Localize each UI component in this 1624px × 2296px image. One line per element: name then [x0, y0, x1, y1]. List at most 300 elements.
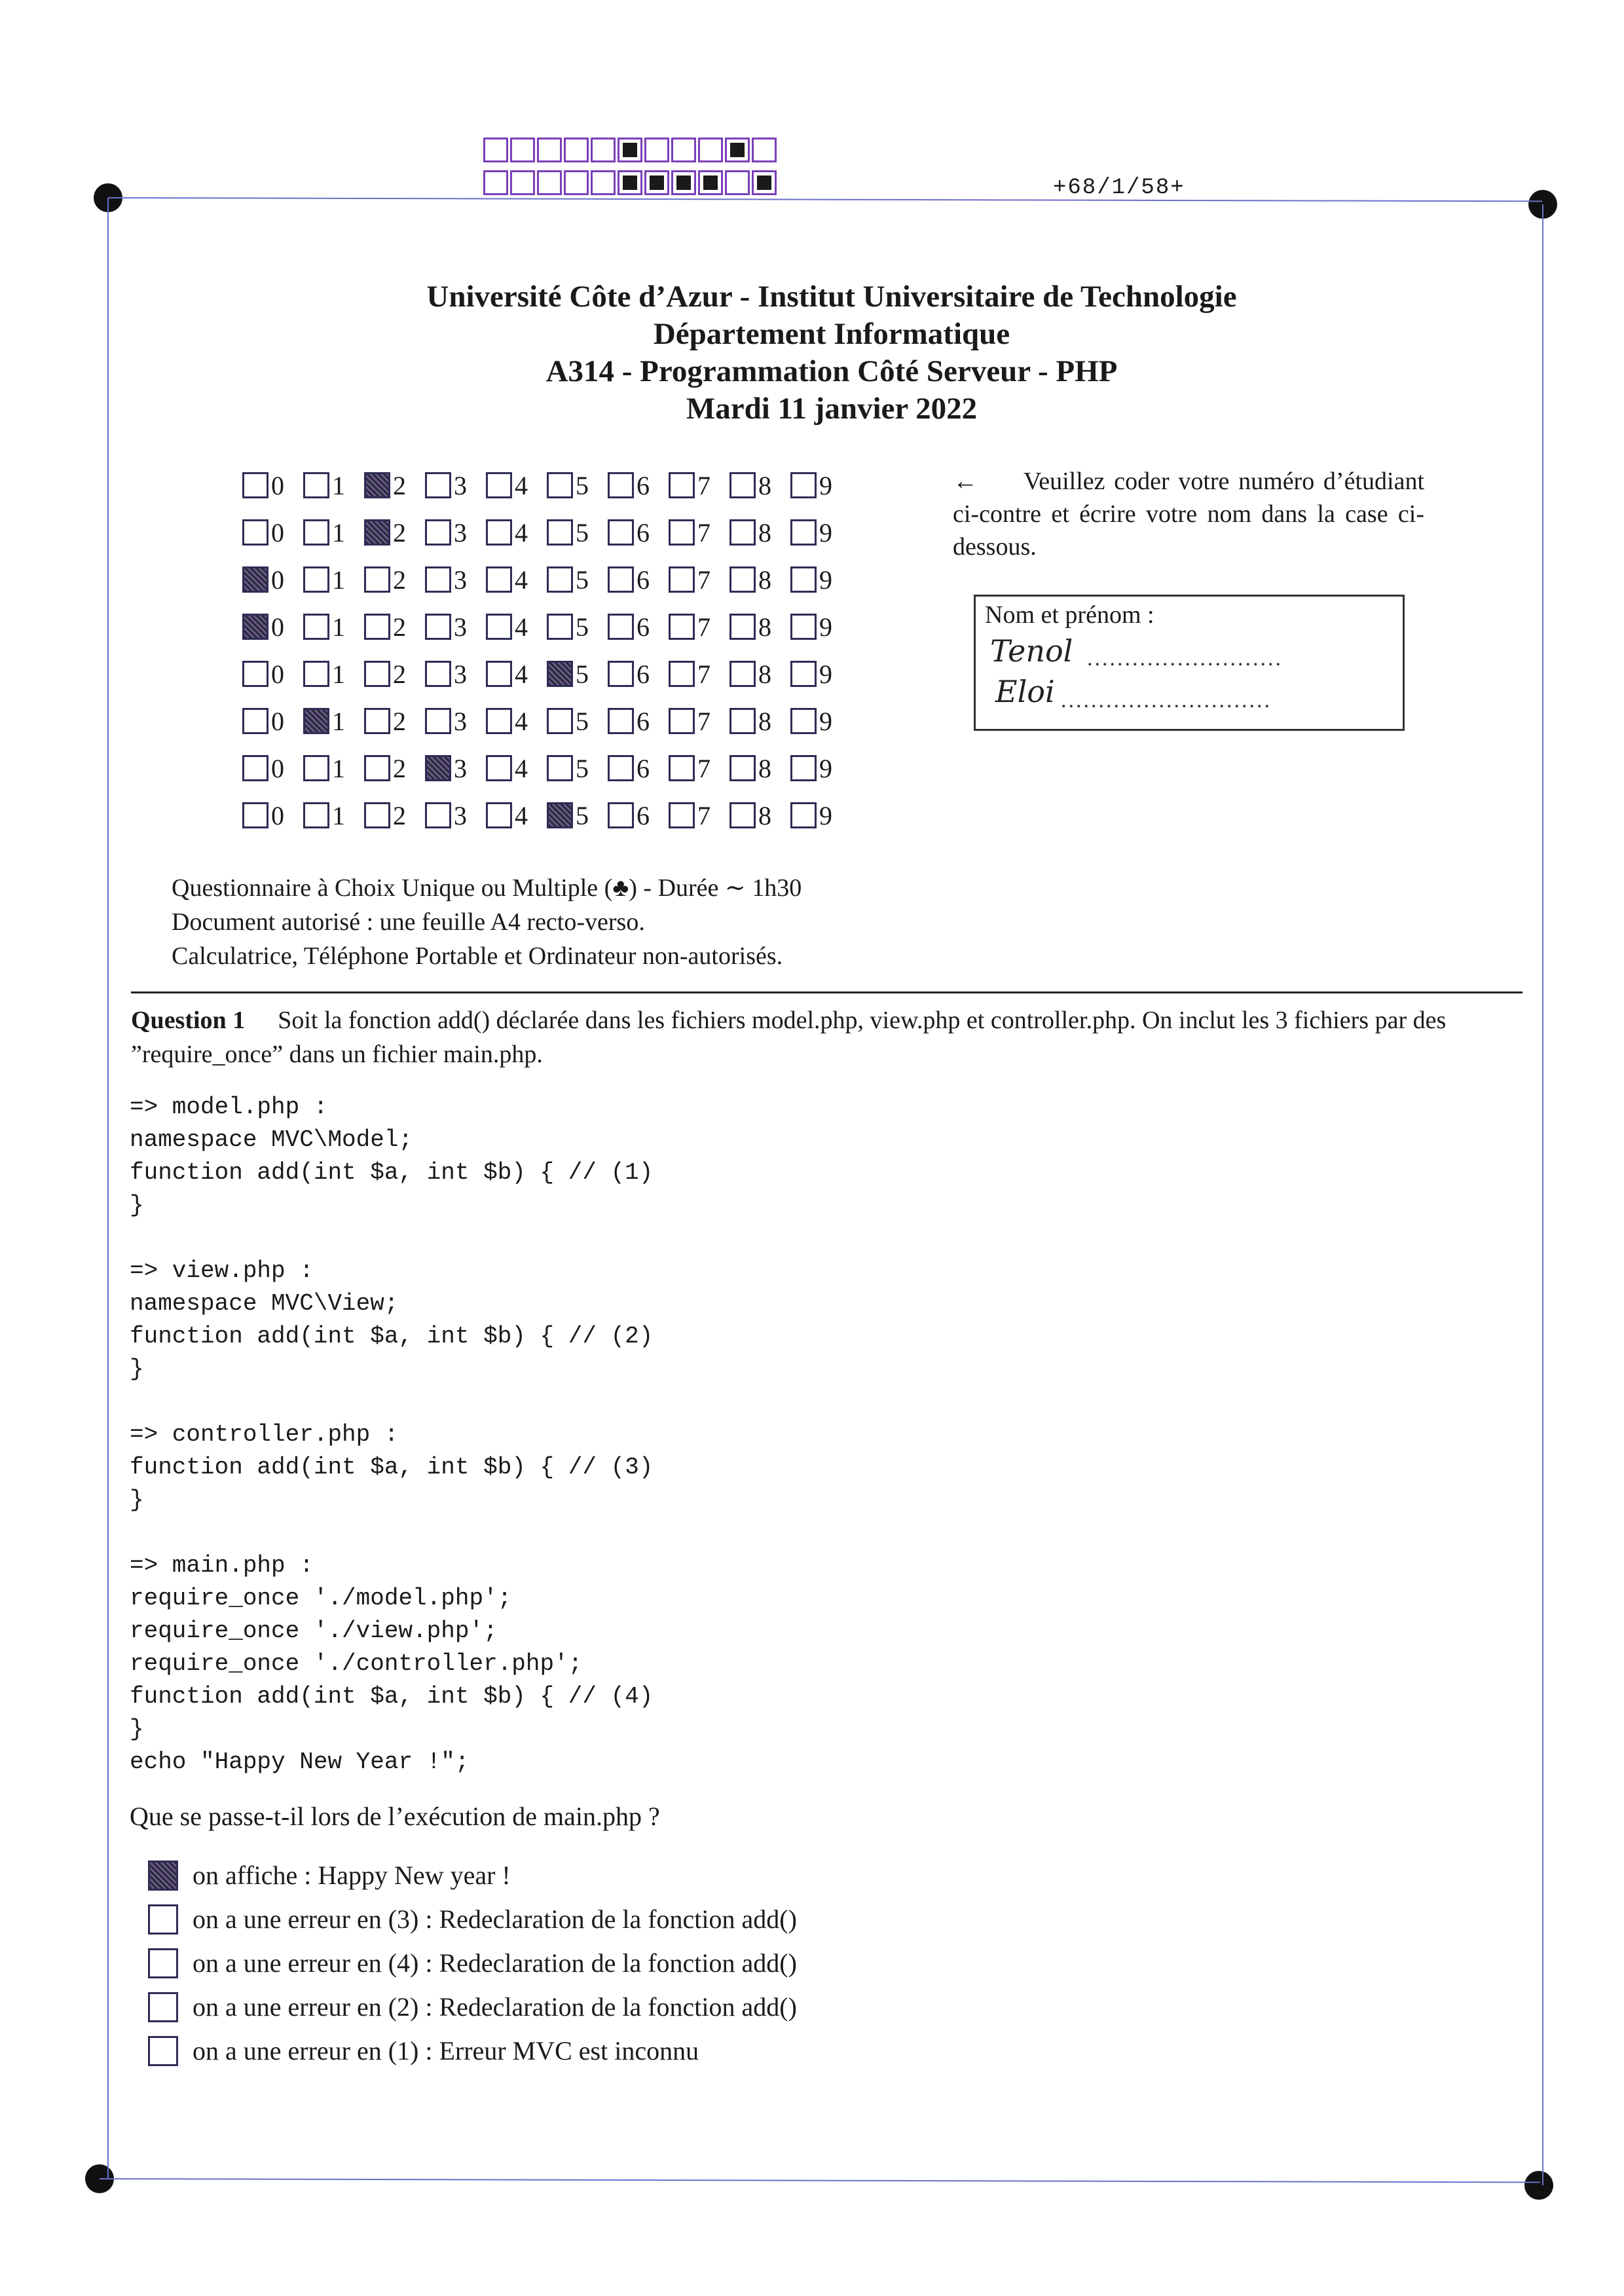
student-number-row: [242, 792, 851, 839]
digit-checkbox[interactable]: [486, 802, 512, 828]
digit-label: 6: [637, 517, 650, 547]
university-title: Université Côte d’Azur - Institut Universitaire de Technologie: [426, 280, 1237, 314]
digit-option[interactable]: [790, 517, 851, 548]
digit-option[interactable]: [547, 800, 608, 831]
sheet-code-row-2: [483, 170, 779, 195]
code-bit-box: [537, 138, 562, 162]
digit-checkbox[interactable]: [425, 614, 451, 640]
digit-label: 6: [637, 470, 650, 500]
digit-checkbox[interactable]: [364, 566, 390, 593]
digit-checkbox[interactable]: [608, 566, 634, 593]
digit-label: 6: [637, 800, 650, 830]
digit-option[interactable]: [486, 706, 547, 737]
digit-label: 6: [637, 565, 650, 595]
digit-checkbox[interactable]: [303, 472, 329, 498]
digit-option[interactable]: [608, 565, 669, 595]
answer-checkbox[interactable]: [148, 2036, 178, 2066]
digit-checkbox[interactable]: [790, 614, 817, 640]
digit-label: 3: [454, 470, 467, 500]
digit-checkbox[interactable]: [242, 614, 268, 640]
digit-label: 9: [819, 612, 832, 642]
digit-checkbox[interactable]: [425, 519, 451, 546]
code-bit-box: [591, 170, 616, 195]
digit-checkbox[interactable]: [242, 755, 268, 781]
digit-label: 2: [393, 659, 406, 689]
code-bit-box: [644, 138, 669, 162]
digit-option[interactable]: [242, 753, 303, 784]
digit-option[interactable]: [303, 565, 364, 595]
digit-label: 3: [454, 659, 467, 689]
digit-option[interactable]: [303, 706, 364, 737]
rule-format: Questionnaire à Choix Unique ou Multiple (♣) - Durée ∼ 1h30: [172, 874, 802, 902]
question-label: Question 1: [131, 1007, 246, 1034]
digit-option[interactable]: [547, 753, 608, 784]
digit-option[interactable]: [608, 612, 669, 642]
digit-checkbox[interactable]: [486, 614, 512, 640]
digit-checkbox[interactable]: [790, 802, 817, 828]
digit-option[interactable]: [364, 612, 425, 642]
arrow-left-icon: ←: [953, 468, 978, 495]
digit-checkbox[interactable]: [729, 614, 756, 640]
code-bit-box: [510, 138, 535, 162]
digit-option[interactable]: [486, 659, 547, 690]
digit-checkbox[interactable]: [486, 472, 512, 498]
digit-checkbox[interactable]: [608, 755, 634, 781]
digit-checkbox[interactable]: [790, 661, 817, 687]
digit-label: 7: [697, 753, 710, 783]
digit-checkbox[interactable]: [425, 755, 451, 781]
digit-option[interactable]: [486, 517, 547, 548]
code-bit-box: [698, 138, 723, 162]
digit-label: 6: [637, 753, 650, 783]
sheet-code-row-1: [483, 138, 779, 162]
student-number-row: [242, 650, 851, 697]
digit-option[interactable]: [729, 753, 790, 784]
code-bit-box: [725, 170, 750, 195]
digit-option[interactable]: [242, 470, 303, 501]
digit-option[interactable]: [242, 659, 303, 690]
answer-checkbox[interactable]: [148, 1948, 178, 1978]
digit-label: 7: [697, 706, 710, 736]
digit-option[interactable]: [364, 659, 425, 690]
digit-checkbox[interactable]: [729, 566, 756, 593]
digit-checkbox[interactable]: [242, 472, 268, 498]
code-bit-box: [483, 170, 508, 195]
digit-checkbox[interactable]: [364, 519, 390, 546]
digit-option[interactable]: [425, 470, 486, 501]
frame-top: [108, 197, 1542, 202]
digit-label: 2: [393, 753, 406, 783]
digit-option[interactable]: [486, 470, 547, 501]
digit-option[interactable]: [729, 565, 790, 595]
answer-text: on a une erreur en (3) : Redeclaration de la fonction add(): [193, 1904, 797, 1934]
digit-label: 9: [819, 753, 832, 783]
question-statement: [131, 1003, 1522, 1071]
digit-label: 4: [515, 706, 528, 736]
code-bit-box: [591, 138, 616, 162]
digit-checkbox[interactable]: [547, 661, 573, 687]
digit-checkbox[interactable]: [669, 566, 695, 593]
digit-label: 3: [454, 565, 467, 595]
digit-label: 0: [271, 517, 284, 547]
digit-checkbox[interactable]: [364, 708, 390, 734]
digit-label: 5: [576, 517, 589, 547]
digit-checkbox[interactable]: [790, 755, 817, 781]
code-bit-box: [725, 138, 750, 162]
digit-checkbox[interactable]: [486, 661, 512, 687]
digit-checkbox[interactable]: [729, 661, 756, 687]
digit-option[interactable]: [790, 753, 851, 784]
digit-option[interactable]: [669, 565, 729, 595]
digit-checkbox[interactable]: [669, 755, 695, 781]
instructions-text: Veuillez coder votre numéro d’étudiant ci-contre et écrire votre nom dans la case ci-dessous.: [953, 468, 1424, 561]
digit-option[interactable]: [303, 470, 364, 501]
digit-checkbox[interactable]: [303, 708, 329, 734]
code-listing: => model.php : namespace MVC\Model; function add(int $a, int $b) { // (1) } => view.php : namespace MVC\View; function add(int $a, int $b) { // (2) } => controller.php : function add(int $a, int $b) { // (3) } => main.php : require_once './model.php'; require_once './view.php'; require_once './controller.php'; function add(int $a, int $b) { // (4) } echo "Happy New Year !";: [130, 1094, 654, 1775]
digit-option[interactable]: [242, 800, 303, 831]
digit-option[interactable]: [790, 659, 851, 690]
digit-label: 5: [576, 612, 589, 642]
digit-checkbox[interactable]: [547, 802, 573, 828]
digit-label: 3: [454, 753, 467, 783]
digit-checkbox[interactable]: [242, 708, 268, 734]
digit-label: 5: [576, 753, 589, 783]
digit-label: 1: [332, 753, 345, 783]
digit-option[interactable]: [729, 659, 790, 690]
digit-checkbox[interactable]: [547, 614, 573, 640]
digit-label: 2: [393, 470, 406, 500]
digit-checkbox[interactable]: [608, 472, 634, 498]
digit-option[interactable]: [303, 800, 364, 831]
answer-option[interactable]: [148, 1897, 797, 1941]
digit-label: 5: [576, 800, 589, 830]
digit-checkbox[interactable]: [486, 566, 512, 593]
digit-option[interactable]: [425, 706, 486, 737]
digit-label: 8: [758, 565, 771, 595]
digit-checkbox[interactable]: [669, 708, 695, 734]
digit-label: 6: [637, 612, 650, 642]
answer-checkbox[interactable]: [148, 1992, 178, 2022]
digit-option[interactable]: [790, 565, 851, 595]
digit-checkbox[interactable]: [547, 708, 573, 734]
digit-checkbox[interactable]: [729, 519, 756, 546]
code-bit-box: [483, 138, 508, 162]
digit-checkbox[interactable]: [242, 566, 268, 593]
digit-option[interactable]: [729, 706, 790, 737]
digit-label: 5: [576, 706, 589, 736]
digit-checkbox[interactable]: [425, 472, 451, 498]
digit-option[interactable]: [303, 517, 364, 548]
handwritten-last-name: Tenol: [990, 633, 1073, 669]
digit-label: 9: [819, 565, 832, 595]
digit-label: 3: [454, 800, 467, 830]
digit-label: 9: [819, 659, 832, 689]
digit-option[interactable]: [547, 706, 608, 737]
digit-option[interactable]: [669, 753, 729, 784]
digit-option[interactable]: [729, 800, 790, 831]
digit-checkbox[interactable]: [425, 802, 451, 828]
digit-option[interactable]: [669, 659, 729, 690]
digit-label: 3: [454, 706, 467, 736]
name-box[interactable]: [974, 595, 1405, 731]
digit-option[interactable]: [364, 517, 425, 548]
digit-option[interactable]: [242, 517, 303, 548]
digit-option[interactable]: [608, 470, 669, 501]
digit-label: 8: [758, 706, 771, 736]
code-bit-box: [752, 138, 777, 162]
digit-label: 4: [515, 470, 528, 500]
digit-checkbox[interactable]: [729, 472, 756, 498]
digit-label: 1: [332, 612, 345, 642]
rule-documents: Document autorisé : une feuille A4 recto-verso.: [172, 908, 645, 936]
digit-label: 9: [819, 470, 832, 500]
digit-checkbox[interactable]: [790, 472, 817, 498]
digit-option[interactable]: [608, 753, 669, 784]
digit-label: 0: [271, 565, 284, 595]
digit-checkbox[interactable]: [547, 755, 573, 781]
digit-checkbox[interactable]: [547, 472, 573, 498]
digit-option[interactable]: [790, 470, 851, 501]
digit-option[interactable]: [669, 800, 729, 831]
digit-option[interactable]: [303, 612, 364, 642]
digit-checkbox[interactable]: [364, 802, 390, 828]
digit-option[interactable]: [425, 800, 486, 831]
code-bit-box: [537, 170, 562, 195]
digit-option[interactable]: [729, 470, 790, 501]
digit-option[interactable]: [547, 612, 608, 642]
digit-label: 0: [271, 659, 284, 689]
digit-option[interactable]: [364, 800, 425, 831]
answer-text: on a une erreur en (1) : Erreur MVC est inconnu: [193, 2036, 699, 2065]
code-bit-box: [618, 138, 642, 162]
digit-option[interactable]: [790, 706, 851, 737]
question-text: Soit la fonction add() déclarée dans les fichiers model.php, view.php et controller.php. On inclut les 3 fichiers par des ”require_once” dans un fichier main.php.: [131, 1007, 1447, 1068]
digit-option[interactable]: [608, 706, 669, 737]
digit-checkbox[interactable]: [303, 566, 329, 593]
digit-label: 4: [515, 612, 528, 642]
frame-bottom: [100, 2178, 1540, 2183]
digit-option[interactable]: [547, 565, 608, 595]
digit-option[interactable]: [790, 800, 851, 831]
digit-checkbox[interactable]: [547, 566, 573, 593]
code-bit-box: [644, 170, 669, 195]
digit-label: 7: [697, 565, 710, 595]
digit-checkbox[interactable]: [486, 519, 512, 546]
digit-label: 6: [637, 706, 650, 736]
digit-checkbox[interactable]: [303, 755, 329, 781]
answer-option[interactable]: [148, 2029, 797, 2073]
digit-checkbox[interactable]: [303, 661, 329, 687]
answer-checkbox[interactable]: [148, 1904, 178, 1935]
digit-label: 0: [271, 470, 284, 500]
digit-label: 8: [758, 659, 771, 689]
digit-checkbox[interactable]: [608, 802, 634, 828]
digit-checkbox[interactable]: [729, 802, 756, 828]
answer-option[interactable]: [148, 1941, 797, 1985]
digit-option[interactable]: [729, 612, 790, 642]
digit-label: 5: [576, 470, 589, 500]
digit-option[interactable]: [547, 659, 608, 690]
digit-option[interactable]: [242, 706, 303, 737]
digit-label: 1: [332, 800, 345, 830]
digit-checkbox[interactable]: [486, 755, 512, 781]
digit-label: 2: [393, 612, 406, 642]
exam-header: [0, 278, 1624, 428]
digit-option[interactable]: [242, 565, 303, 595]
rule-devices: Calculatrice, Téléphone Portable et Ordinateur non-autorisés.: [172, 942, 783, 970]
registration-dot-bottom-right: [1524, 2171, 1553, 2200]
digit-checkbox[interactable]: [790, 519, 817, 546]
digit-checkbox[interactable]: [425, 566, 451, 593]
digit-option[interactable]: [547, 470, 608, 501]
digit-option[interactable]: [303, 659, 364, 690]
digit-checkbox[interactable]: [242, 802, 268, 828]
digit-option[interactable]: [608, 800, 669, 831]
digit-label: 1: [332, 659, 345, 689]
digit-checkbox[interactable]: [669, 519, 695, 546]
digit-checkbox[interactable]: [790, 566, 817, 593]
digit-checkbox[interactable]: [242, 661, 268, 687]
digit-option[interactable]: [486, 612, 547, 642]
digit-option[interactable]: [425, 612, 486, 642]
digit-option[interactable]: [364, 753, 425, 784]
digit-option[interactable]: [242, 612, 303, 642]
digit-checkbox[interactable]: [729, 755, 756, 781]
digit-checkbox[interactable]: [425, 661, 451, 687]
sheet-id: +68/1/58+: [1053, 176, 1185, 200]
digit-label: 0: [271, 612, 284, 642]
digit-option[interactable]: [425, 565, 486, 595]
digit-label: 5: [576, 659, 589, 689]
digit-label: 7: [697, 800, 710, 830]
digit-label: 1: [332, 517, 345, 547]
digit-option[interactable]: [669, 517, 729, 548]
digit-checkbox[interactable]: [364, 614, 390, 640]
answer-checkbox[interactable]: [148, 1861, 178, 1891]
digit-checkbox[interactable]: [729, 708, 756, 734]
digit-option[interactable]: [608, 659, 669, 690]
digit-option[interactable]: [425, 517, 486, 548]
digit-label: 4: [515, 517, 528, 547]
digit-option[interactable]: [669, 470, 729, 501]
exam-date: Mardi 11 janvier 2022: [686, 392, 978, 426]
digit-checkbox[interactable]: [364, 661, 390, 687]
digit-checkbox[interactable]: [669, 802, 695, 828]
digit-option[interactable]: [425, 753, 486, 784]
student-number-instructions: [953, 465, 1424, 563]
digit-label: 4: [515, 565, 528, 595]
digit-option[interactable]: [486, 565, 547, 595]
digit-checkbox[interactable]: [303, 519, 329, 546]
answer-text: on affiche : Happy New year !: [193, 1861, 511, 1890]
digit-option[interactable]: [486, 753, 547, 784]
digit-option[interactable]: [790, 612, 851, 642]
digit-checkbox[interactable]: [364, 755, 390, 781]
digit-label: 8: [758, 753, 771, 783]
digit-checkbox[interactable]: [790, 708, 817, 734]
digit-label: 1: [332, 470, 345, 500]
digit-checkbox[interactable]: [425, 708, 451, 734]
digit-option[interactable]: [486, 800, 547, 831]
digit-label: 9: [819, 800, 832, 830]
digit-label: 0: [271, 706, 284, 736]
answer-text: on a une erreur en (4) : Redeclaration de la fonction add(): [193, 1948, 797, 1978]
digit-checkbox[interactable]: [669, 614, 695, 640]
code-bit-box: [564, 138, 589, 162]
digit-checkbox[interactable]: [486, 708, 512, 734]
digit-option[interactable]: [547, 517, 608, 548]
student-number-row: [242, 603, 851, 650]
digit-label: 4: [515, 800, 528, 830]
student-number-row: [242, 745, 851, 792]
digit-checkbox[interactable]: [669, 661, 695, 687]
digit-label: 1: [332, 565, 345, 595]
digit-option[interactable]: [303, 753, 364, 784]
digit-option[interactable]: [669, 612, 729, 642]
digit-label: 5: [576, 565, 589, 595]
digit-option[interactable]: [364, 470, 425, 501]
digit-option[interactable]: [608, 517, 669, 548]
digit-checkbox[interactable]: [303, 614, 329, 640]
digit-checkbox[interactable]: [608, 708, 634, 734]
digit-checkbox[interactable]: [669, 472, 695, 498]
code-bit-box: [698, 170, 723, 195]
question-prompt: Que se passe-t-il lors de l’exécution de main.php ?: [130, 1802, 660, 1831]
answer-option[interactable]: [148, 1853, 797, 1897]
digit-option[interactable]: [364, 706, 425, 737]
digit-option[interactable]: [425, 659, 486, 690]
digit-option[interactable]: [364, 565, 425, 595]
digit-label: 4: [515, 659, 528, 689]
digit-checkbox[interactable]: [608, 519, 634, 546]
separator-line: [131, 991, 1522, 993]
digit-label: 9: [819, 517, 832, 547]
code-bit-box: [671, 138, 696, 162]
frame-left: [107, 198, 109, 2179]
answer-list: [148, 1853, 797, 2073]
student-number-row: [242, 462, 851, 509]
student-number-grid: [242, 462, 851, 839]
student-number-row: [242, 556, 851, 603]
answer-text: on a une erreur en (2) : Redeclaration de la fonction add(): [193, 1992, 797, 2022]
digit-checkbox[interactable]: [364, 472, 390, 498]
digit-label: 2: [393, 565, 406, 595]
digit-label: 2: [393, 800, 406, 830]
digit-option[interactable]: [669, 706, 729, 737]
digit-checkbox[interactable]: [242, 519, 268, 546]
digit-checkbox[interactable]: [303, 802, 329, 828]
digit-label: 3: [454, 612, 467, 642]
digit-option[interactable]: [729, 517, 790, 548]
digit-label: 8: [758, 517, 771, 547]
code-bit-box: [752, 170, 777, 195]
student-number-row: [242, 697, 851, 745]
digit-checkbox[interactable]: [547, 519, 573, 546]
name-box-label: Nom et prénom :: [985, 601, 1154, 629]
digit-label: 7: [697, 470, 710, 500]
digit-label: 3: [454, 517, 467, 547]
department-title: Département Informatique: [653, 317, 1010, 351]
digit-label: 2: [393, 517, 406, 547]
answer-option[interactable]: [148, 1985, 797, 2029]
digit-label: 7: [697, 659, 710, 689]
digit-checkbox[interactable]: [608, 614, 634, 640]
digit-label: 8: [758, 612, 771, 642]
digit-checkbox[interactable]: [608, 661, 634, 687]
code-bit-box: [671, 170, 696, 195]
digit-label: 4: [515, 753, 528, 783]
code-bit-box: [510, 170, 535, 195]
